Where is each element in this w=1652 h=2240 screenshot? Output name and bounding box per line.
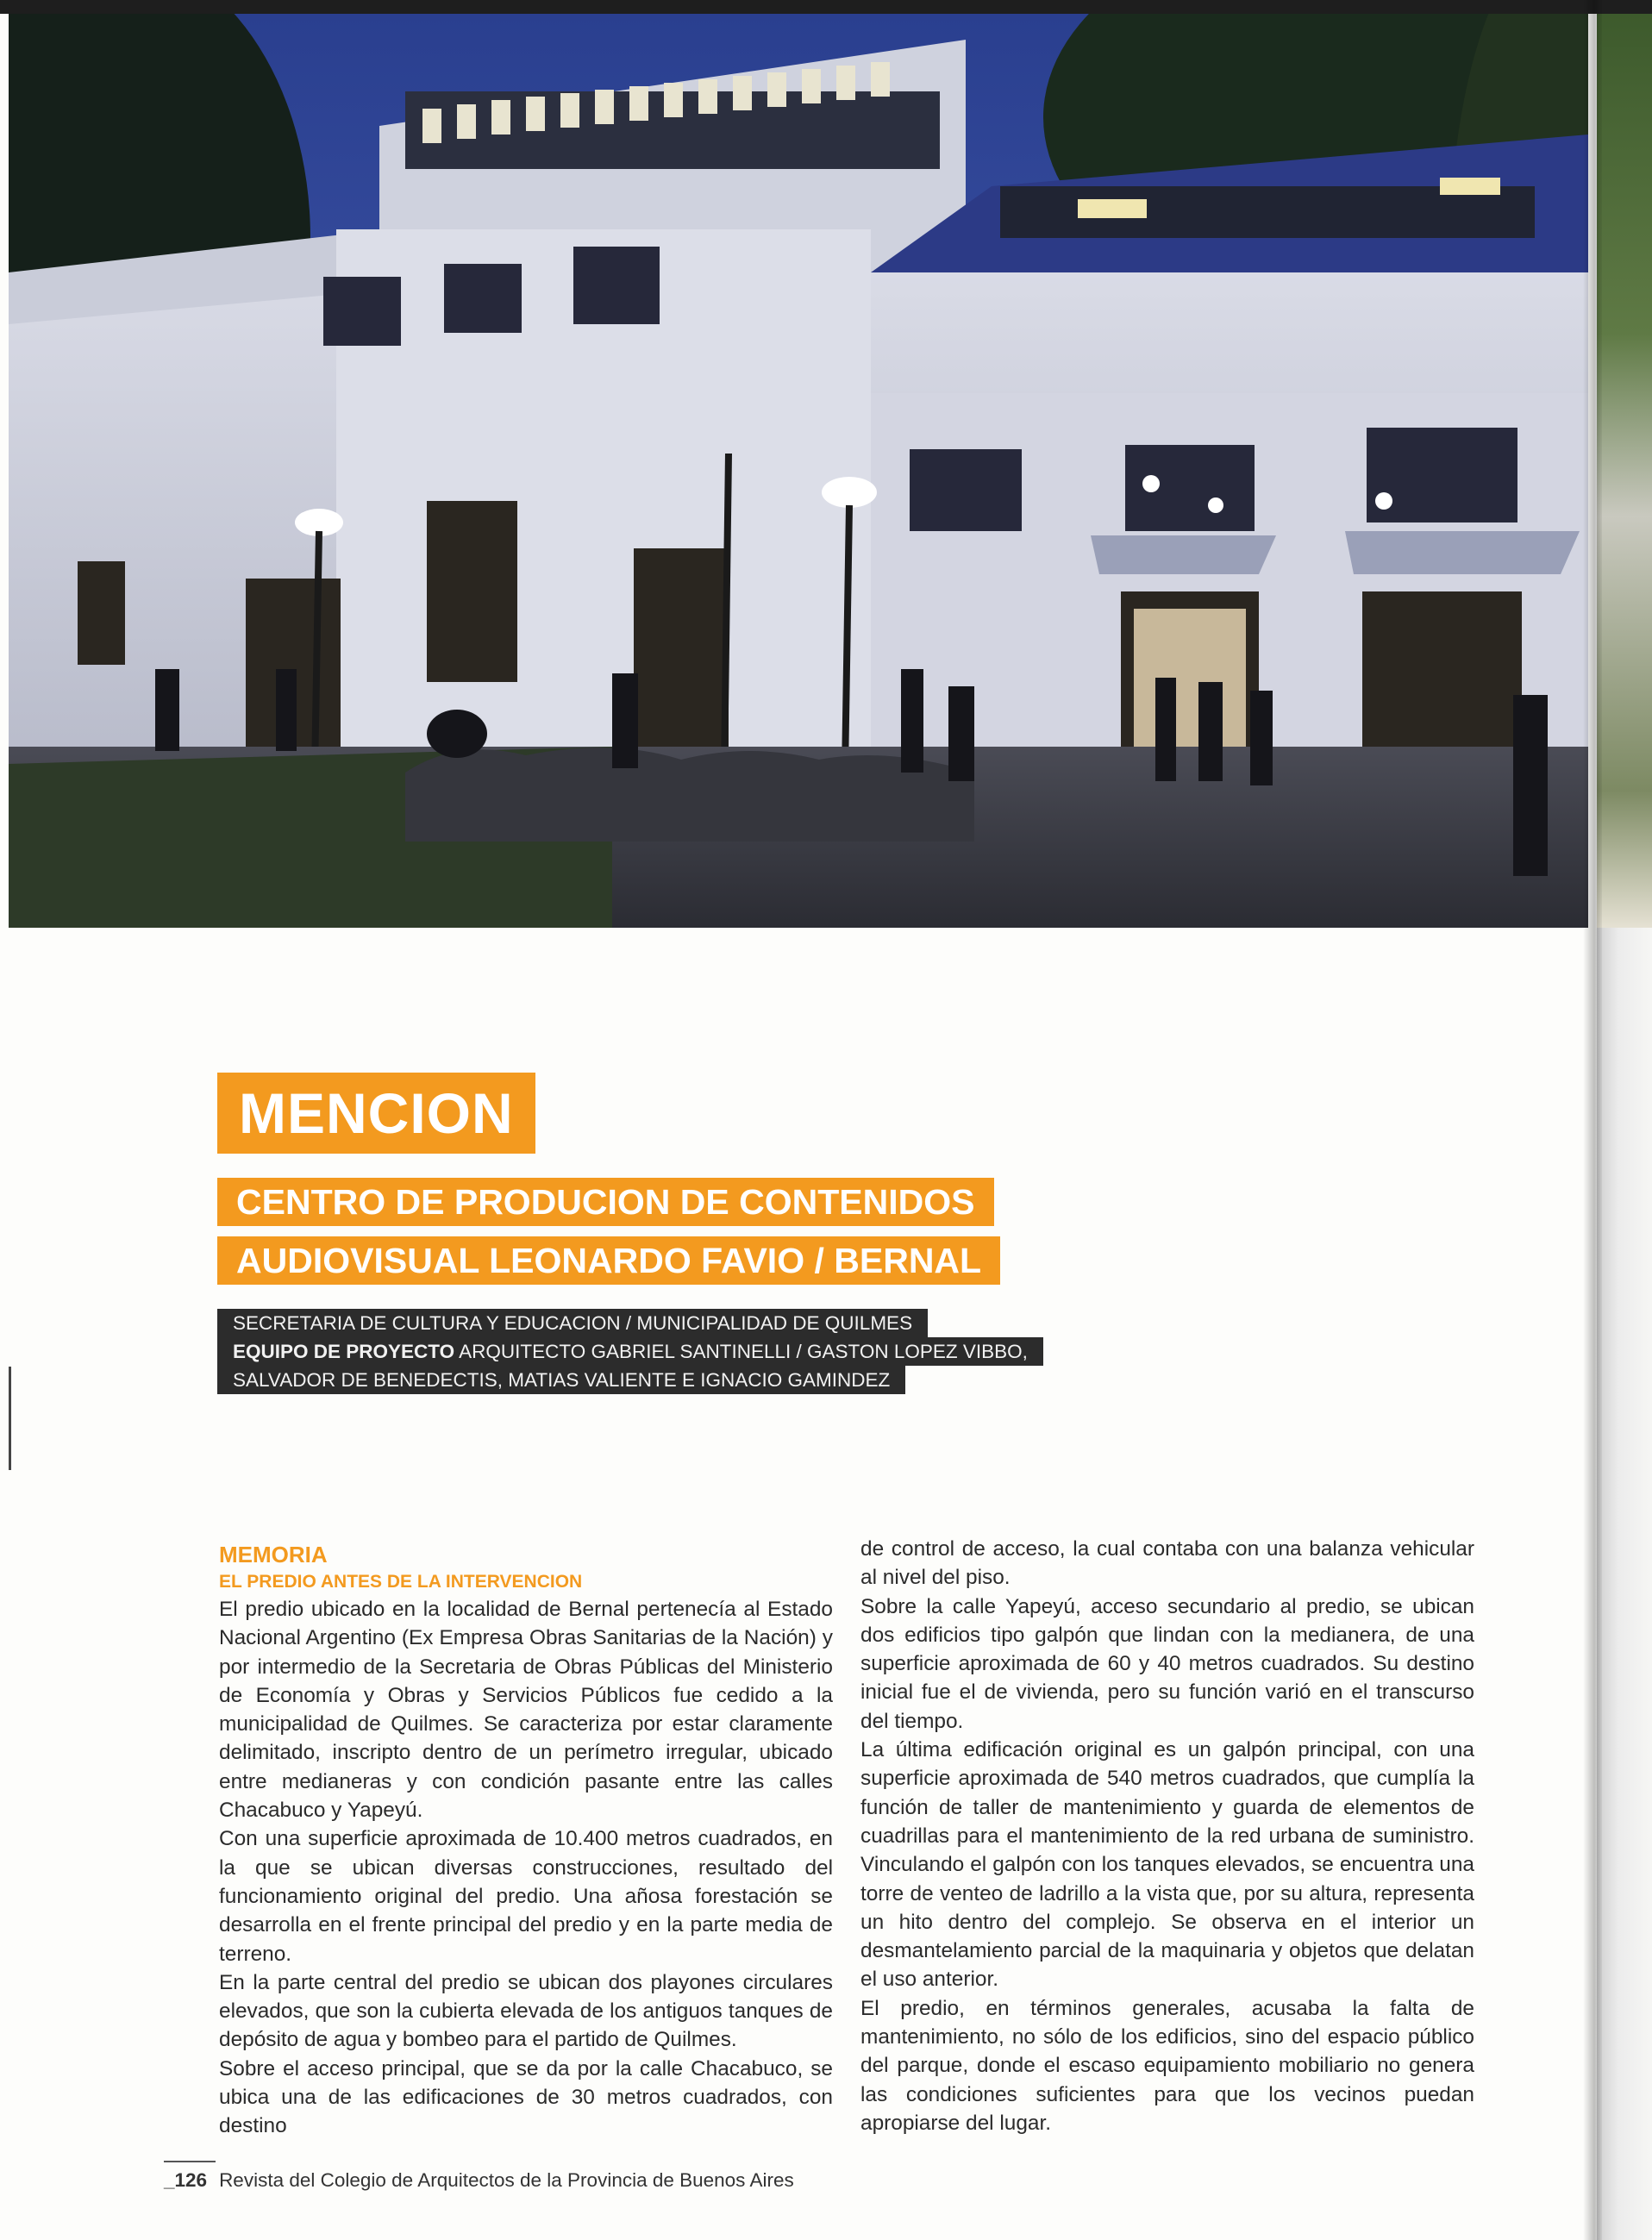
paragraph: de control de acceso, la cual contaba con una balanza vehicular al nivel del piso. [860, 1537, 1474, 1590]
subsection-title: EL PREDIO ANTES DE LA INTERVENCION [219, 1572, 583, 1592]
article-column-left [219, 1540, 833, 2141]
credit-team-continued: SALVADOR DE BENEDECTIS, MATIAS VALIENTE E IGNACIO GAMINDEZ [217, 1366, 905, 1394]
section-title: MEMORIA [219, 1542, 328, 1567]
adjacent-page [1597, 928, 1652, 2240]
project-title-line-1: CENTRO DE PRODUCION DE CONTENIDOS [217, 1178, 994, 1226]
article-column-right [860, 1535, 1474, 2137]
scan-edge-mark [9, 1367, 11, 1470]
team-members-1: ARQUITECTO GABRIEL SANTINELLI / GASTON LOPEZ VIBBO, [454, 1341, 1028, 1362]
paragraph: Sobre la calle Yapeyú, acceso secundario al predio, se ubican dos edificios tipo galpón que lindan con la medianera, de una superficie aproximada de 60 y 40 metros cuadrados. Su destino inicial fue el de vivienda, pero su función varió en el transcurso del tiempo. [860, 1594, 1474, 1733]
paragraph: El predio, en términos generales, acusaba la falta de mantenimiento, no sólo de los edificios, sino del espacio público del parque, donde el escaso equipamiento mobiliario no genera las condiciones suficientes para que los vecinos puedan apropiarse del lugar. [860, 1996, 1474, 2135]
credit-team [217, 1337, 1043, 1366]
adjacent-page-photo [1597, 14, 1652, 928]
page-binding-shadow [1583, 0, 1602, 2240]
mention-badge: MENCION [217, 1073, 535, 1154]
paragraph: Con una superficie aproximada de 10.400 metros cuadrados, en la que se ubican diversas construcciones, resultado del funcionamiento original del predio. Una añosa forestación se desarrolla en el frente principal del predio y en la parte media de terreno. [219, 1827, 833, 1966]
paragraph: Sobre el acceso principal, que se da por la calle Chacabuco, se ubica una de las edificaciones de 30 metros cuadrados, con destino [219, 2056, 833, 2138]
paragraph: El predio ubicado en la localidad de Bernal pertenecía al Estado Nacional Argentino (Ex Empresa Obras Sanitarias de la Nación) y por intermedio de la Secretaria de Obras Públicas del Ministerio de Economía y Obras y Servicios Públicos fue cedido a la municipalidad de Quilmes. Se caracteriza por estar claramente delimitado, inscripto dentro de un perímetro irregular, ubicado entre medianeras y con condición pasante entre las calles Chacabuco y Yapeyú. [219, 1598, 833, 1823]
building-photo [9, 14, 1588, 928]
project-title-line-2: AUDIOVISUAL LEONARDO FAVIO / BERNAL [217, 1236, 1000, 1285]
paragraph: La última edificación original es un galpón principal, con una superficie aproximada de 540 metros cuadrados, que cumplía la función de taller de mantenimiento y guarda de elementos de cuadrillas para el mantenimiento de la red urbana de suministro. Vinculando el galpón con los tanques elevados, se encuentra una torre de venteo de ladrillo a la vista que, por su altura, representa un hito dentro del complejo. Se observa en el interior un desmantelamiento parcial de la maquinaria y objetos que delatan el uso anterior. [860, 1738, 1474, 1992]
page-number: _126 [164, 2169, 208, 2191]
footer-rule [164, 2161, 216, 2162]
paragraph: En la parte central del predio se ubican dos playones circulares elevados, que son la cubierta elevada de los antiguos tanques de depósito de agua y bombeo para el partido de Quilmes. [219, 1970, 833, 2052]
scan-top-edge [0, 0, 1652, 14]
publication-name: Revista del Colegio de Arquitectos de la Provincia de Buenos Aires [219, 2169, 794, 2191]
credit-client: SECRETARIA DE CULTURA Y EDUCACION / MUNICIPALIDAD DE QUILMES [217, 1309, 928, 1337]
page-footer [164, 2169, 794, 2192]
team-label: EQUIPO DE PROYECTO [233, 1341, 455, 1362]
